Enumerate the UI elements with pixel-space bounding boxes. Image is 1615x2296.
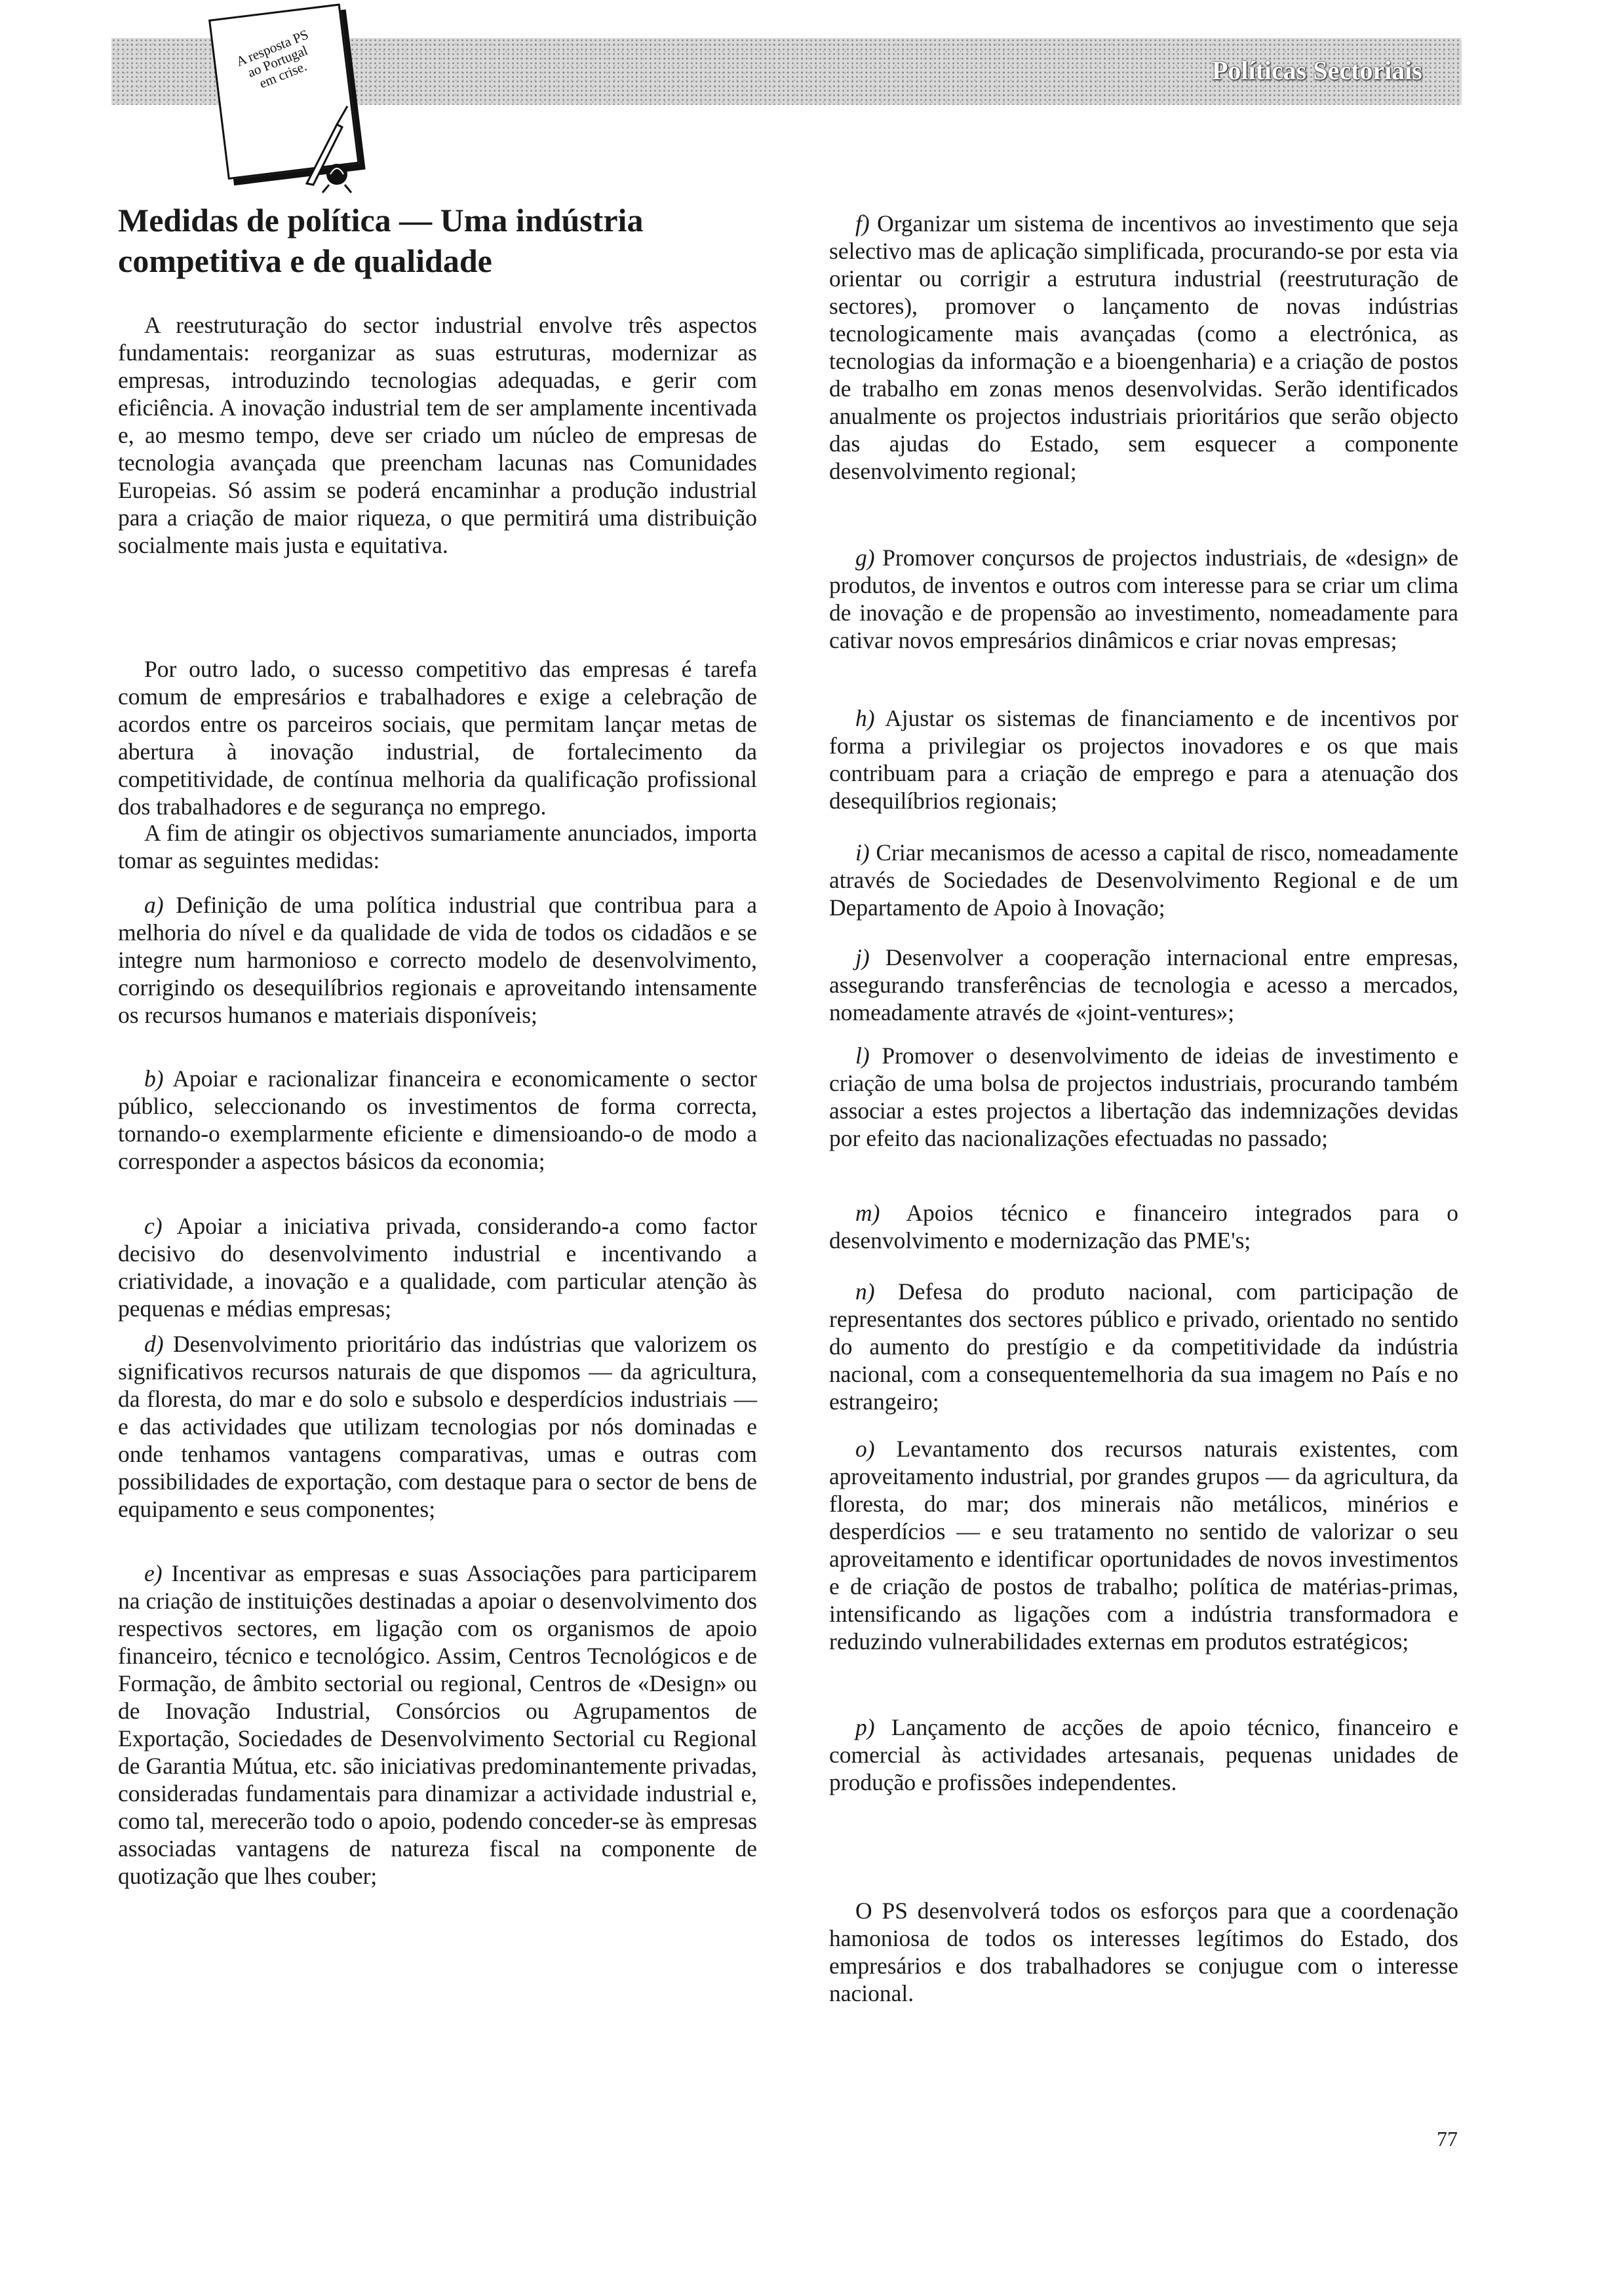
measure-b (118, 1065, 757, 1175)
measure-i (829, 839, 1458, 921)
measure-text: Incentivar as empresas e suas Associações para participarem na criação de instituições destinadas a apoiar o desenvolvimento dos respectivos sectores, em ligação com os organismos de apoio financeiro, técnico e tecnológico. Assim, Centros Tecnológicos e de Formação, de âmbito sectorial ou regional, Centros de «Design» ou de Inovação Industrial, Consórcios ou Agrupamentos de Exportação, Sociedades de Desenvolvimento Sectorial cu Regional de Garantia Mútua, etc. são iniciativas predominantemente privadas, consideradas fundamentais para dinamizar a actividade industrial e, como tal, merecerão todo o apoio, podendo conceder-se às empresas associadas vantagens de natureza fiscal na componente de quotização que lhes couber; (118, 1560, 757, 1889)
measure-label: d) (144, 1331, 164, 1357)
measure-label: i) (855, 839, 870, 866)
measure-label: o) (855, 1436, 875, 1462)
measure-label: n) (855, 1278, 875, 1305)
measure-text: Desenvolver a cooperação internacional entre empresas, assegurando transferências de tecnologia e acesso a mercados, nomeadamente através de «joint-ventures»; (829, 944, 1458, 1025)
intro-paragraph-3: A fim de atingir os objectivos sumariamente anunciados, importa tomar as seguintes medidas: (118, 820, 757, 873)
measure-text: Defesa do produto nacional, com participação de representantes dos sectores público e privado, orientado no sentido do aumento do prestígio e da competitividade da indústria nacional, com a consequentemelhoria da sua imagem no País e no estrangeiro; (829, 1278, 1459, 1415)
measure-text: Organizar um sistema de incentivos ao investimento que seja selectivo mas de aplicação simplificada, procurando-se por esta via orientar ou corrigir a estrutura industrial (reestruturação de sectores), promover o lançamento de novas indústrias tecnologicamente mais avançadas (como a electrónica, as tecnologias da informação e a bioengenharia) e a criação de postos de trabalho em zonas menos desenvolvidas. Serão identificados anualmente os projectos industriais prioritários que serão objecto das ajudas do Estado, sem esquecer a componente desenvolvimento regional; (829, 210, 1459, 484)
conclusion-paragraph: O PS desenvolverá todos os esforços para que a coordenação hamoniosa de todos os interesses legítimos do Estado, dos empresários e dos trabalhadores se conjugue com o interesse nacional. (829, 1898, 1458, 2006)
measure-label: l) (855, 1043, 870, 1069)
article-title: Medidas de política — Uma indústria competitiva e de qualidade (118, 202, 644, 279)
measure-text: Promover o desenvolvimento de ideias de investimento e criação de uma bolsa de projectos industriais, procurando também associar a estes projectos a libertação das indemnizações devidas por efeito das nacionalizações efectuadas no passado; (829, 1043, 1459, 1151)
measure-f (829, 210, 1458, 485)
measure-text: Apoiar e racionalizar financeira e economicamente o sector público, seleccionando os investimentos de forma correcta, tornando-o exemplarmente eficiente e dimensioando-o de modo a corresponder a aspectos básicos da economia; (118, 1065, 757, 1174)
measure-p (829, 1713, 1458, 1796)
measure-c (118, 1212, 757, 1322)
measure-text: Levantamento dos recursos naturais existentes, com aproveitamento industrial, por grandes grupos — da agricultura, da floresta, do mar; dos minerais não metálicos, minérios e desperdícios — e seu tratamento no sentido de valorizar o seu aproveitamento e identificar oportunidades de novos investimentos e de criação de postos de trabalho; política de matérias-primas, intensificando as ligações com a indústria transformadora e reduzindo vulnerabilidades externas em produtos estratégicos; (829, 1436, 1459, 1655)
measure-label: m) (855, 1200, 880, 1226)
measure-h (829, 704, 1458, 814)
page-number: 77 (1437, 2127, 1458, 2151)
intro-paragraph-1: A reestruturação do sector industrial envolve três aspectos fundamentais: reorganizar as suas estruturas, modernizar as empresas, introduzindo tecnologias adequadas, e gerir com eficiência. A inovação industrial tem de ser amplamente incentivada e, ao mesmo tempo, deve ser criado um núcleo de empresas de tecnologia avançada que preencham lacunas nas Comunidades Europeias. Só assim se poderá encaminhar a produção industrial para a criação de maior riqueza, o que permitirá uma distribuição socialmente mais justa e equitativa. (118, 312, 757, 558)
measure-label: h) (855, 705, 875, 731)
measure-label: e) (144, 1560, 163, 1586)
measure-e (118, 1559, 757, 1890)
measure-text: Lançamento de acções de apoio técnico, financeiro e comercial às actividades artesanais, pequenas unidades de produção e profissões independentes. (829, 1714, 1458, 1795)
measure-a (118, 891, 757, 1029)
measure-text: Definição de uma política industrial que contribua para a melhoria do nível e da qualidade de vida de todos os cidadãos e se integre num harmonioso e correcto modelo de desenvolvimento, corrigindo os desequilíbrios regionais e aproveitando intensamente os recursos humanos e materiais disponíveis; (118, 892, 757, 1028)
measure-m (829, 1199, 1458, 1254)
measure-j (829, 944, 1458, 1026)
measure-text: Promover conçursos de projectos industriais, de «design» de produtos, de inventos e outros com interesse para se criar um clima de inovação e de propensão ao investimento, nomeadamente para cativar novos empresários dinâmicos e criar novas empresas; (829, 545, 1459, 653)
measure-label: a) (144, 892, 164, 918)
measure-label: g) (855, 545, 875, 571)
measure-n (829, 1278, 1458, 1415)
measure-label: p) (855, 1714, 875, 1740)
measure-label: f) (855, 210, 870, 237)
ps-logo (208, 20, 360, 197)
measure-label: b) (144, 1065, 164, 1092)
measure-text: Apoiar a iniciativa privada, considerando-a como factor decisivo do desenvolvimento industrial e incentivando a criatividade, a inovação e a qualidade, com particular atenção às pequenas e médias empresas; (118, 1213, 757, 1322)
measure-label: c) (144, 1213, 163, 1239)
measure-l (829, 1042, 1458, 1152)
section-title: Políticas Sectoriais (1211, 56, 1422, 85)
measure-g (829, 544, 1458, 654)
measure-label: j) (855, 944, 870, 970)
measure-text: Ajustar os sistemas de financiamento e de incentivos por forma a privilegiar os projectos inovadores e os que mais contribuam para a criação de emprego e para a atenuação dos desequilíbrios regionais; (829, 705, 1458, 814)
measure-d (118, 1330, 757, 1523)
measure-text: Criar mecanismos de acesso a capital de risco, nomeadamente através de Sociedades de Desenvolvimento Regional e de um Departamento de Apoio à Inovação; (829, 839, 1459, 921)
pen-rose-icon (208, 20, 360, 197)
intro-paragraph-2: Por outro lado, o sucesso competitivo das empresas é tarefa comum de empresários e trabalhadores e exige a celebração de acordos entre os parceiros sociais, que permitam lançar metas de abertura à inovação industrial, de fortalecimento da competitividade, de contínua melhoria da qualificação profissional dos trabalhadores e de segurança no emprego. (118, 656, 757, 820)
measure-text: Desenvolvimento prioritário das indústrias que valorizem os significativos recursos naturais de que dispomos — da agricultura, da floresta, do mar e do solo e subsolo e desperdícios industriais — e das actividades que utilizam tecnologias por nós dominadas e onde tenhamos vantagens comparativas, umas e outras com possibilidades de exportação, com destaque para o sector de bens de equipamento e seus componentes; (118, 1331, 757, 1522)
measure-o (829, 1435, 1458, 1655)
measure-text: Apoios técnico e financeiro integrados para o desenvolvimento e modernização das PME's; (829, 1200, 1459, 1253)
logo-text: A resposta PS ao Portugal em crise. (233, 26, 311, 92)
